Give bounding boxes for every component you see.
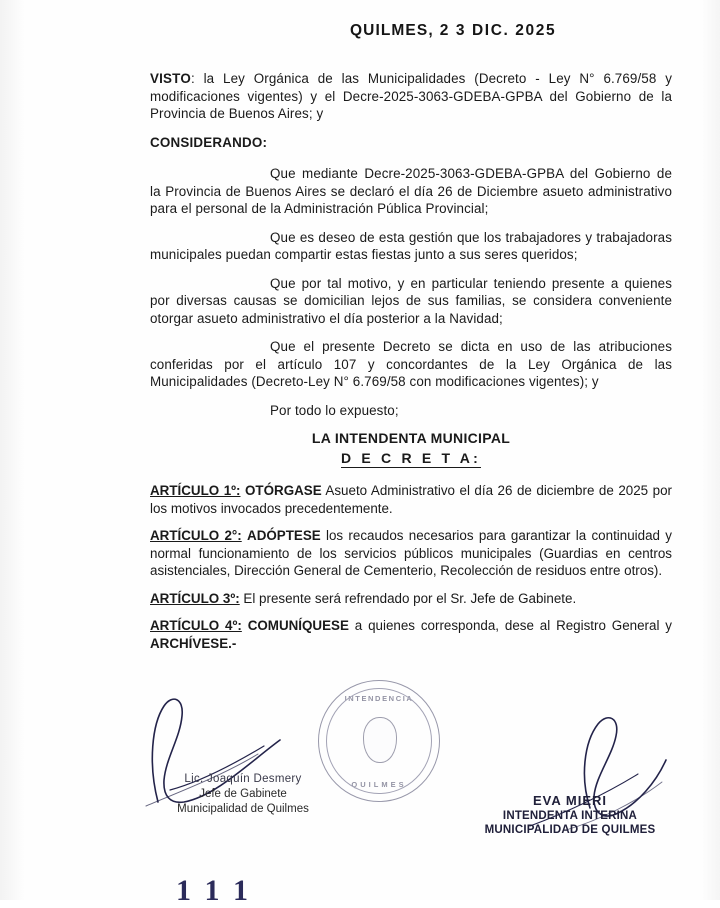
visto-label: VISTO	[150, 71, 191, 86]
article-3-label: ARTÍCULO 3º:	[150, 590, 240, 606]
por-todo-lo-expuesto: Por todo lo expuesto;	[270, 402, 399, 418]
header-city: QUILMES,	[350, 22, 434, 39]
article-4-label: ARTÍCULO 4º:	[150, 618, 242, 633]
considerando-label: CONSIDERANDO:	[150, 134, 268, 150]
article-1-label: ARTÍCULO 1º:	[150, 483, 241, 498]
signature-left-org: Municipalidad de Quilmes	[177, 803, 309, 815]
considerando-paragraph-2: Que es deseo de esta gestión que los trabajadores y trabajadoras municipales puedan compartir estas fiestas junto a sus seres queridos;	[150, 229, 672, 262]
article-1	[150, 482, 672, 517]
signature-left-role: Jefe de Gabinete	[199, 788, 287, 800]
article-4-verb: COMUNÍQUESE	[247, 618, 349, 633]
seal-emblem-icon	[363, 717, 397, 763]
signature-block-right	[470, 794, 670, 838]
article-2	[150, 527, 672, 580]
article-2-verb: ADÓPTESE	[247, 528, 321, 543]
signature-right-org: MUNICIPALIDAD DE QUILMES	[484, 824, 656, 836]
article-4	[150, 617, 672, 652]
signature-block-left	[148, 772, 338, 817]
article-1-text: Asueto Administrativo el día 26 de diciembre de 2025 por los motivos invocados precedentemente.	[150, 483, 672, 516]
visto-paragraph	[150, 70, 672, 123]
article-3-text: El presente será refrendado por el Sr. Jefe de Gabinete.	[239, 590, 577, 606]
article-2-label: ARTÍCULO 2°:	[150, 528, 242, 543]
considerando-paragraph-3: Que por tal motivo, y en particular teniendo presente a quienes por diversas causas se domicilian lejos de sus familias, se considera conveniente otorgar asueto administrativo el día posterior a la Navidad;	[150, 275, 672, 326]
signature-area	[0, 672, 720, 900]
considerando-paragraph-4: Que el presente Decreto se dicta en uso de las atribuciones conferidas por el artículo 107 y concordantes de la Ley Orgánica de las Municipalidades (Decreto-Ley N° 6.769/58 con modificaciones vigentes); y	[150, 339, 672, 389]
article-4-text-tail: ARCHÍVESE.-	[150, 635, 237, 651]
article-3	[150, 590, 672, 608]
signature-left-name: Lic. Joaquín Desmery	[184, 773, 302, 785]
seal-top-text: INTENDENCIA	[344, 694, 414, 703]
authority-title: LA INTENDENTA MUNICIPAL	[311, 430, 511, 446]
considerando-paragraph-1: Que mediante Decre-2025-3063-GDEBA-GPBA del Gobierno de la Provincia de Buenos Aires se declaró el día 26 de Diciembre asueto administrativo para el personal de la Administración Pública Provincial;	[150, 166, 672, 216]
visto-text: : la Ley Orgánica de las Municipalidades (Decreto - Ley N° 6.769/58 y modificaciones vigentes) y el Decre-2025-3063-GDEBA-GPBA del Gobierno de la Provincia de Buenos Aires; y	[150, 71, 672, 121]
seal-bottom-text: QUILMES	[351, 780, 407, 789]
footer-page-mark: 1 1 1	[176, 874, 251, 907]
signature-right-role: INTENDENTA INTERINA	[502, 809, 638, 822]
article-2-text: los recaudos necesarios para garantizar la continuidad y normal funcionamiento de los servicios públicos municipales (Guardias en centros asistenciales, Dirección General de Cementerio, Recolección de residuos entre otros).	[150, 528, 672, 578]
article-4-text: a quienes corresponda, dese al Registro General y	[348, 618, 672, 633]
header-date: 2 3 DIC. 2025	[439, 22, 557, 39]
signature-right-name: EVA MIERI	[532, 793, 607, 808]
document-body	[150, 0, 672, 662]
decreta-heading: D E C R E T A:	[341, 450, 481, 466]
article-1-verb: OTÓRGASE	[245, 483, 322, 498]
